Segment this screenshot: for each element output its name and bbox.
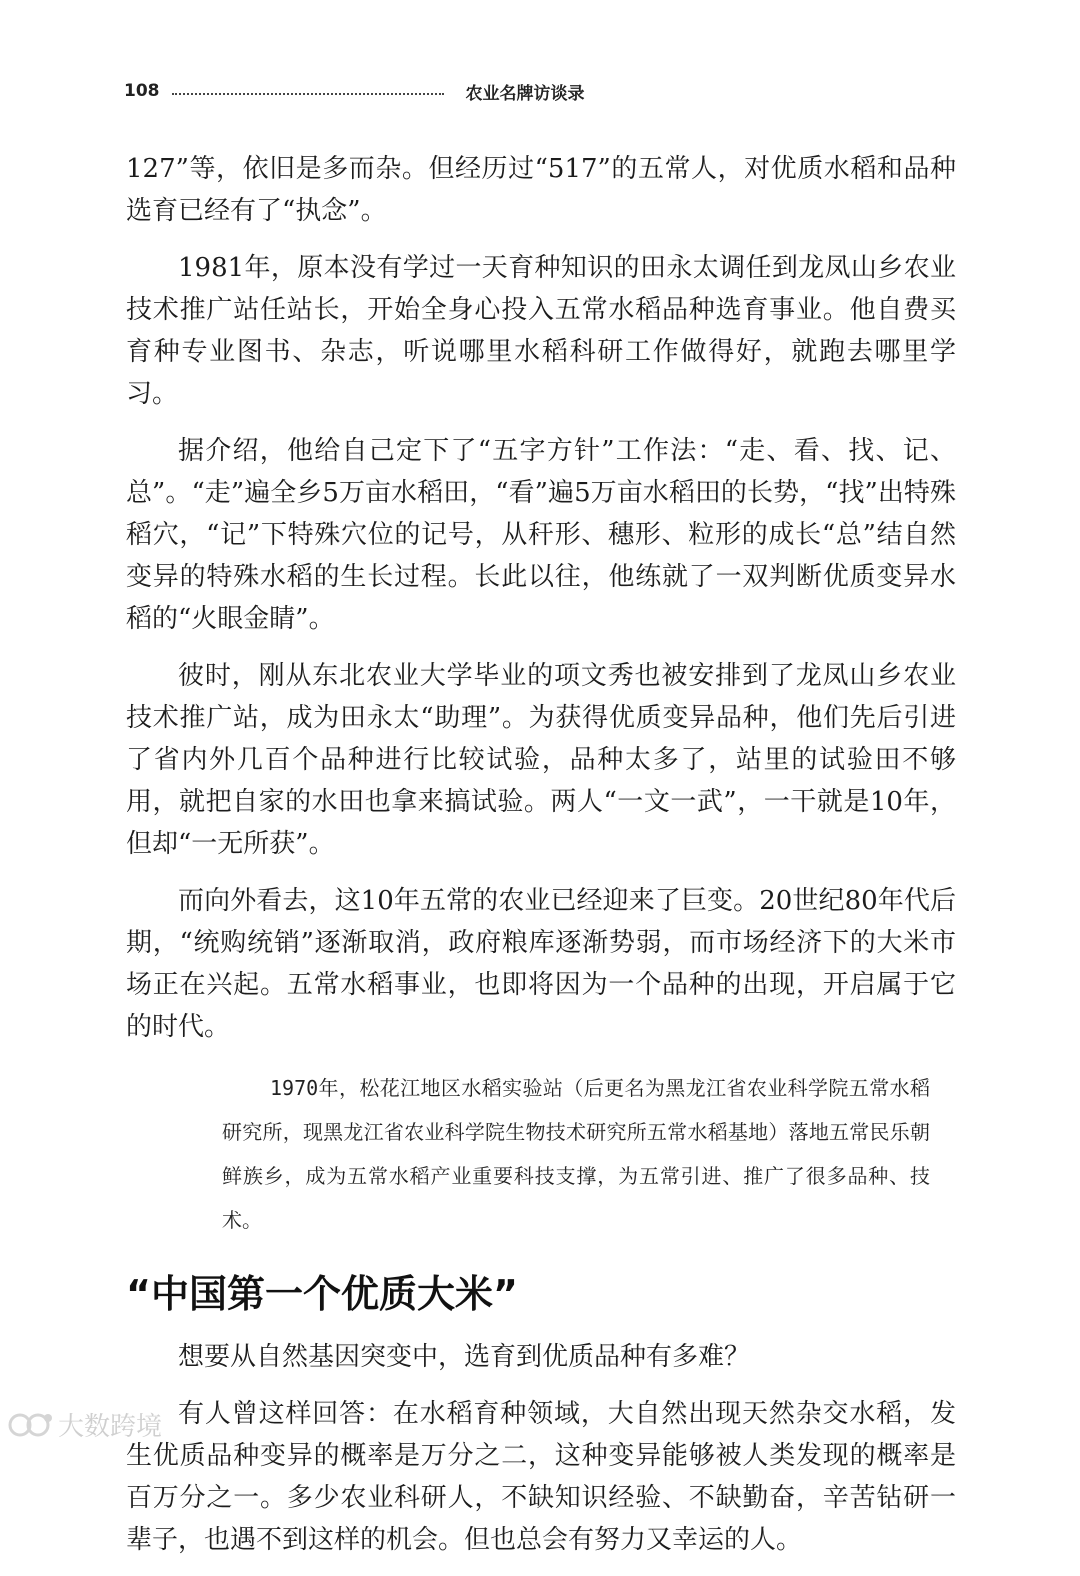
side-note: 1970年，松花江地区水稻实验站（后更名为黑龙江省农业科学院五常水稻研究所，现黑龙江省农业科学院生物技术研究所五常水稻基地）落地五常民乐朝鲜族乡，成为五常水稻产业重要科技支撑，为五常引进、推广了很多品种、技术。 — [222, 1076, 930, 1232]
running-header — [124, 74, 954, 108]
watermark-text: 大数跨境 — [58, 1412, 163, 1442]
paragraph: 想要从自然基因突变中，选育到优质品种有多难？ — [178, 1342, 751, 1372]
book-title: 农业名牌访谈录 — [465, 83, 585, 104]
paragraph: 据介绍，他给自己定下了“五字方针”工作法：“走、看、找、记、总”。“走”遍全乡5万亩水稻田，“看”遍5万亩水稻田的长势，“找”出特殊稻穴，“记”下特殊穴位的记号，从秆形、穗形、粒形的成长“总”结自然变异的特殊水稻的生长过程。长此以往，他练就了一双判断优质变异水稻的“火眼金睛”。 — [126, 436, 956, 634]
page-number: 108 — [124, 81, 160, 101]
header-dotted-leader — [172, 93, 444, 95]
paragraph: 彼时，刚从东北农业大学毕业的项文秀也被安排到了龙凤山乡农业技术推广站，成为田永太“助理”。为获得优质变异品种，他们先后引进了省内外几百个品种进行比较试验，品种太多了，站里的试验田不够用，就把自家的水田也拿来搞试验。两人“一文一武”，一干就是10年，但却“一无所获”。 — [126, 661, 956, 859]
page-body — [126, 148, 956, 1576]
watermark — [6, 1406, 162, 1443]
section-heading: “中国第一个优质大米” — [126, 1272, 518, 1316]
paragraph: 1981年，原本没有学过一天育种知识的田永太调任到龙凤山乡农业技术推广站任站长，开始全身心投入五常水稻品种选育事业。他自费买育种专业图书、杂志，听说哪里水稻科研工作做得好，就跑去哪里学习。 — [126, 253, 956, 409]
paragraph: 有人曾这样回答：在水稻育种领域，大自然出现天然杂交水稻，发生优质品种变异的概率是万分之二，这种变异能够被人类发现的概率是百万分之一。多少农业科研人，不缺知识经验、不缺勤奋，辛苦钻研一辈子，也遇不到这样的机会。但也总会有努力又幸运的人。 — [126, 1399, 956, 1555]
paragraph-continuation: 127”等，依旧是多而杂。但经历过“517”的五常人，对优质水稻和品种选育已经有了“执念”。 — [126, 154, 956, 226]
logo-icon — [6, 1408, 56, 1442]
paragraph: 而向外看去，这10年五常的农业已经迎来了巨变。20世纪80年代后期，“统购统销”逐渐取消，政府粮库逐渐势弱，而市场经济下的大米市场正在兴起。五常水稻事业，也即将因为一个品种的出现，开启属于它的时代。 — [126, 886, 956, 1042]
